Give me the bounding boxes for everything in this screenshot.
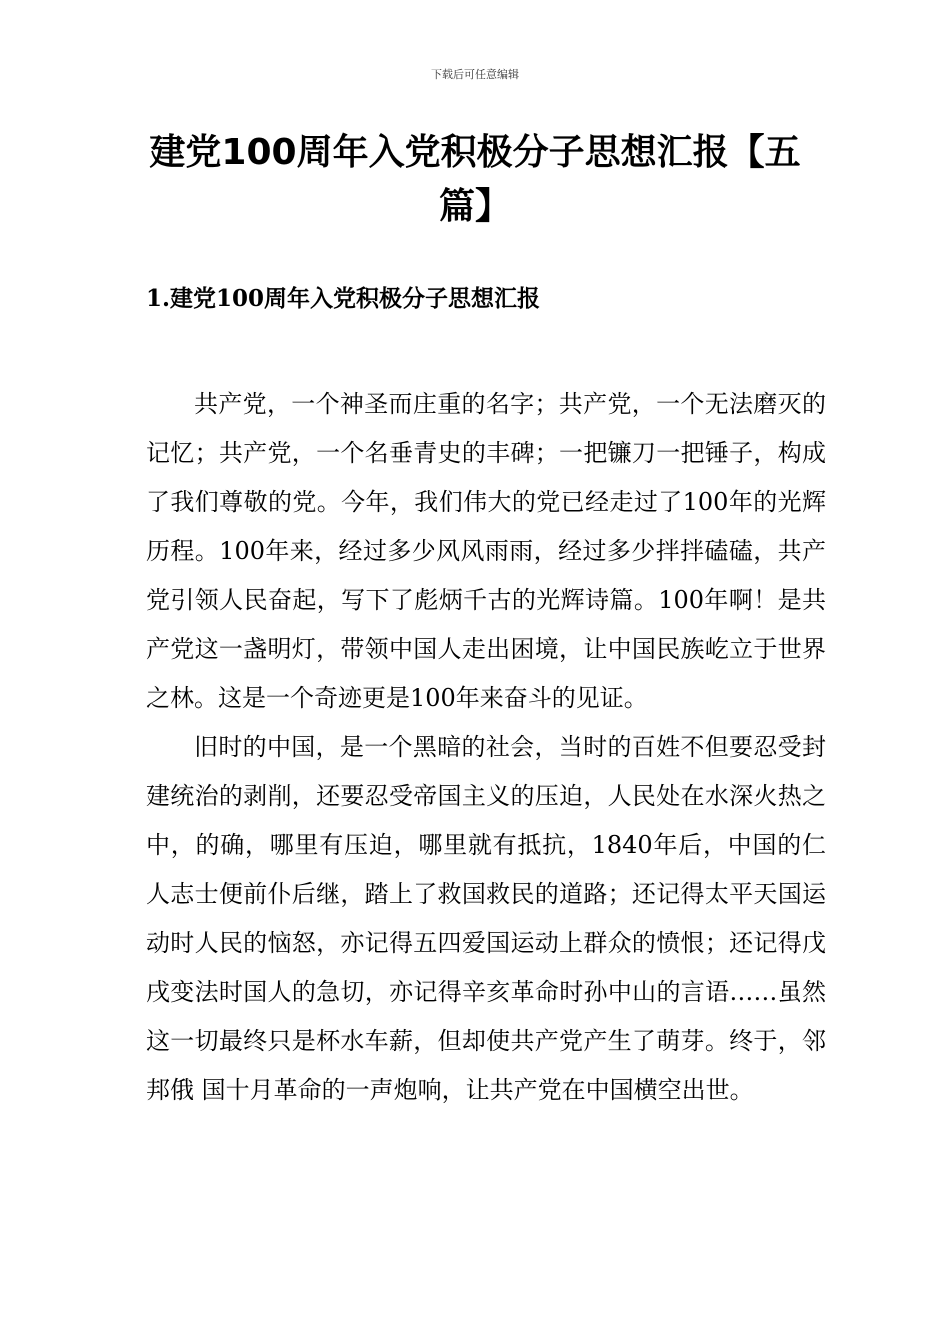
- document-title: 建党100周年入党积极分子思想汇报【五篇】: [149, 132, 801, 227]
- body-paragraph-2: 旧时的中国，是一个黑暗的社会，当时的百姓不但要忍受封建统治的剥削，还要忍受帝国主义的压迫，人民处在水深火热之中，的确，哪里有压迫，哪里就有抵抗，1840年后，中国的仁人志士便前仆后继，踏上了救国救民的道路；还记得太平天国运动时人民的恼怒，亦记得五四爱国运动上群众的愤恨；还记得戊戌变法时国人的急切，亦记得辛亥革命时孙中山的言语……虽然这一切最终只是杯水车薪，但却使共产党产生了萌芽。终于，邻邦俄 国十月革命的一声炮响，让共产党在中国横空出世。: [146, 733, 826, 1104]
- body-paragraph-1: 共产党，一个神圣而庄重的名字；共产党，一个无法磨灭的记忆；共产党，一个名垂青史的丰碑；一把镰刀一把锤子，构成了我们尊敬的党。今年，我们伟大的党已经走过了100年的光辉历程。100年来，经过多少风风雨雨，经过多少拌拌磕磕，共产党引领人民奋起，写下了彪炳千古的光辉诗篇。100年啊！是共产党这一盏明灯，带领中国人走出困境，让中国民族屹立于世界之林。这是一个奇迹更是100年来奋斗的见证。: [146, 390, 826, 712]
- document-body: [146, 380, 826, 1115]
- section-heading: 1.建党100周年入党积极分子思想汇报: [146, 285, 541, 312]
- header-note: 下载后可任意编辑: [431, 68, 519, 81]
